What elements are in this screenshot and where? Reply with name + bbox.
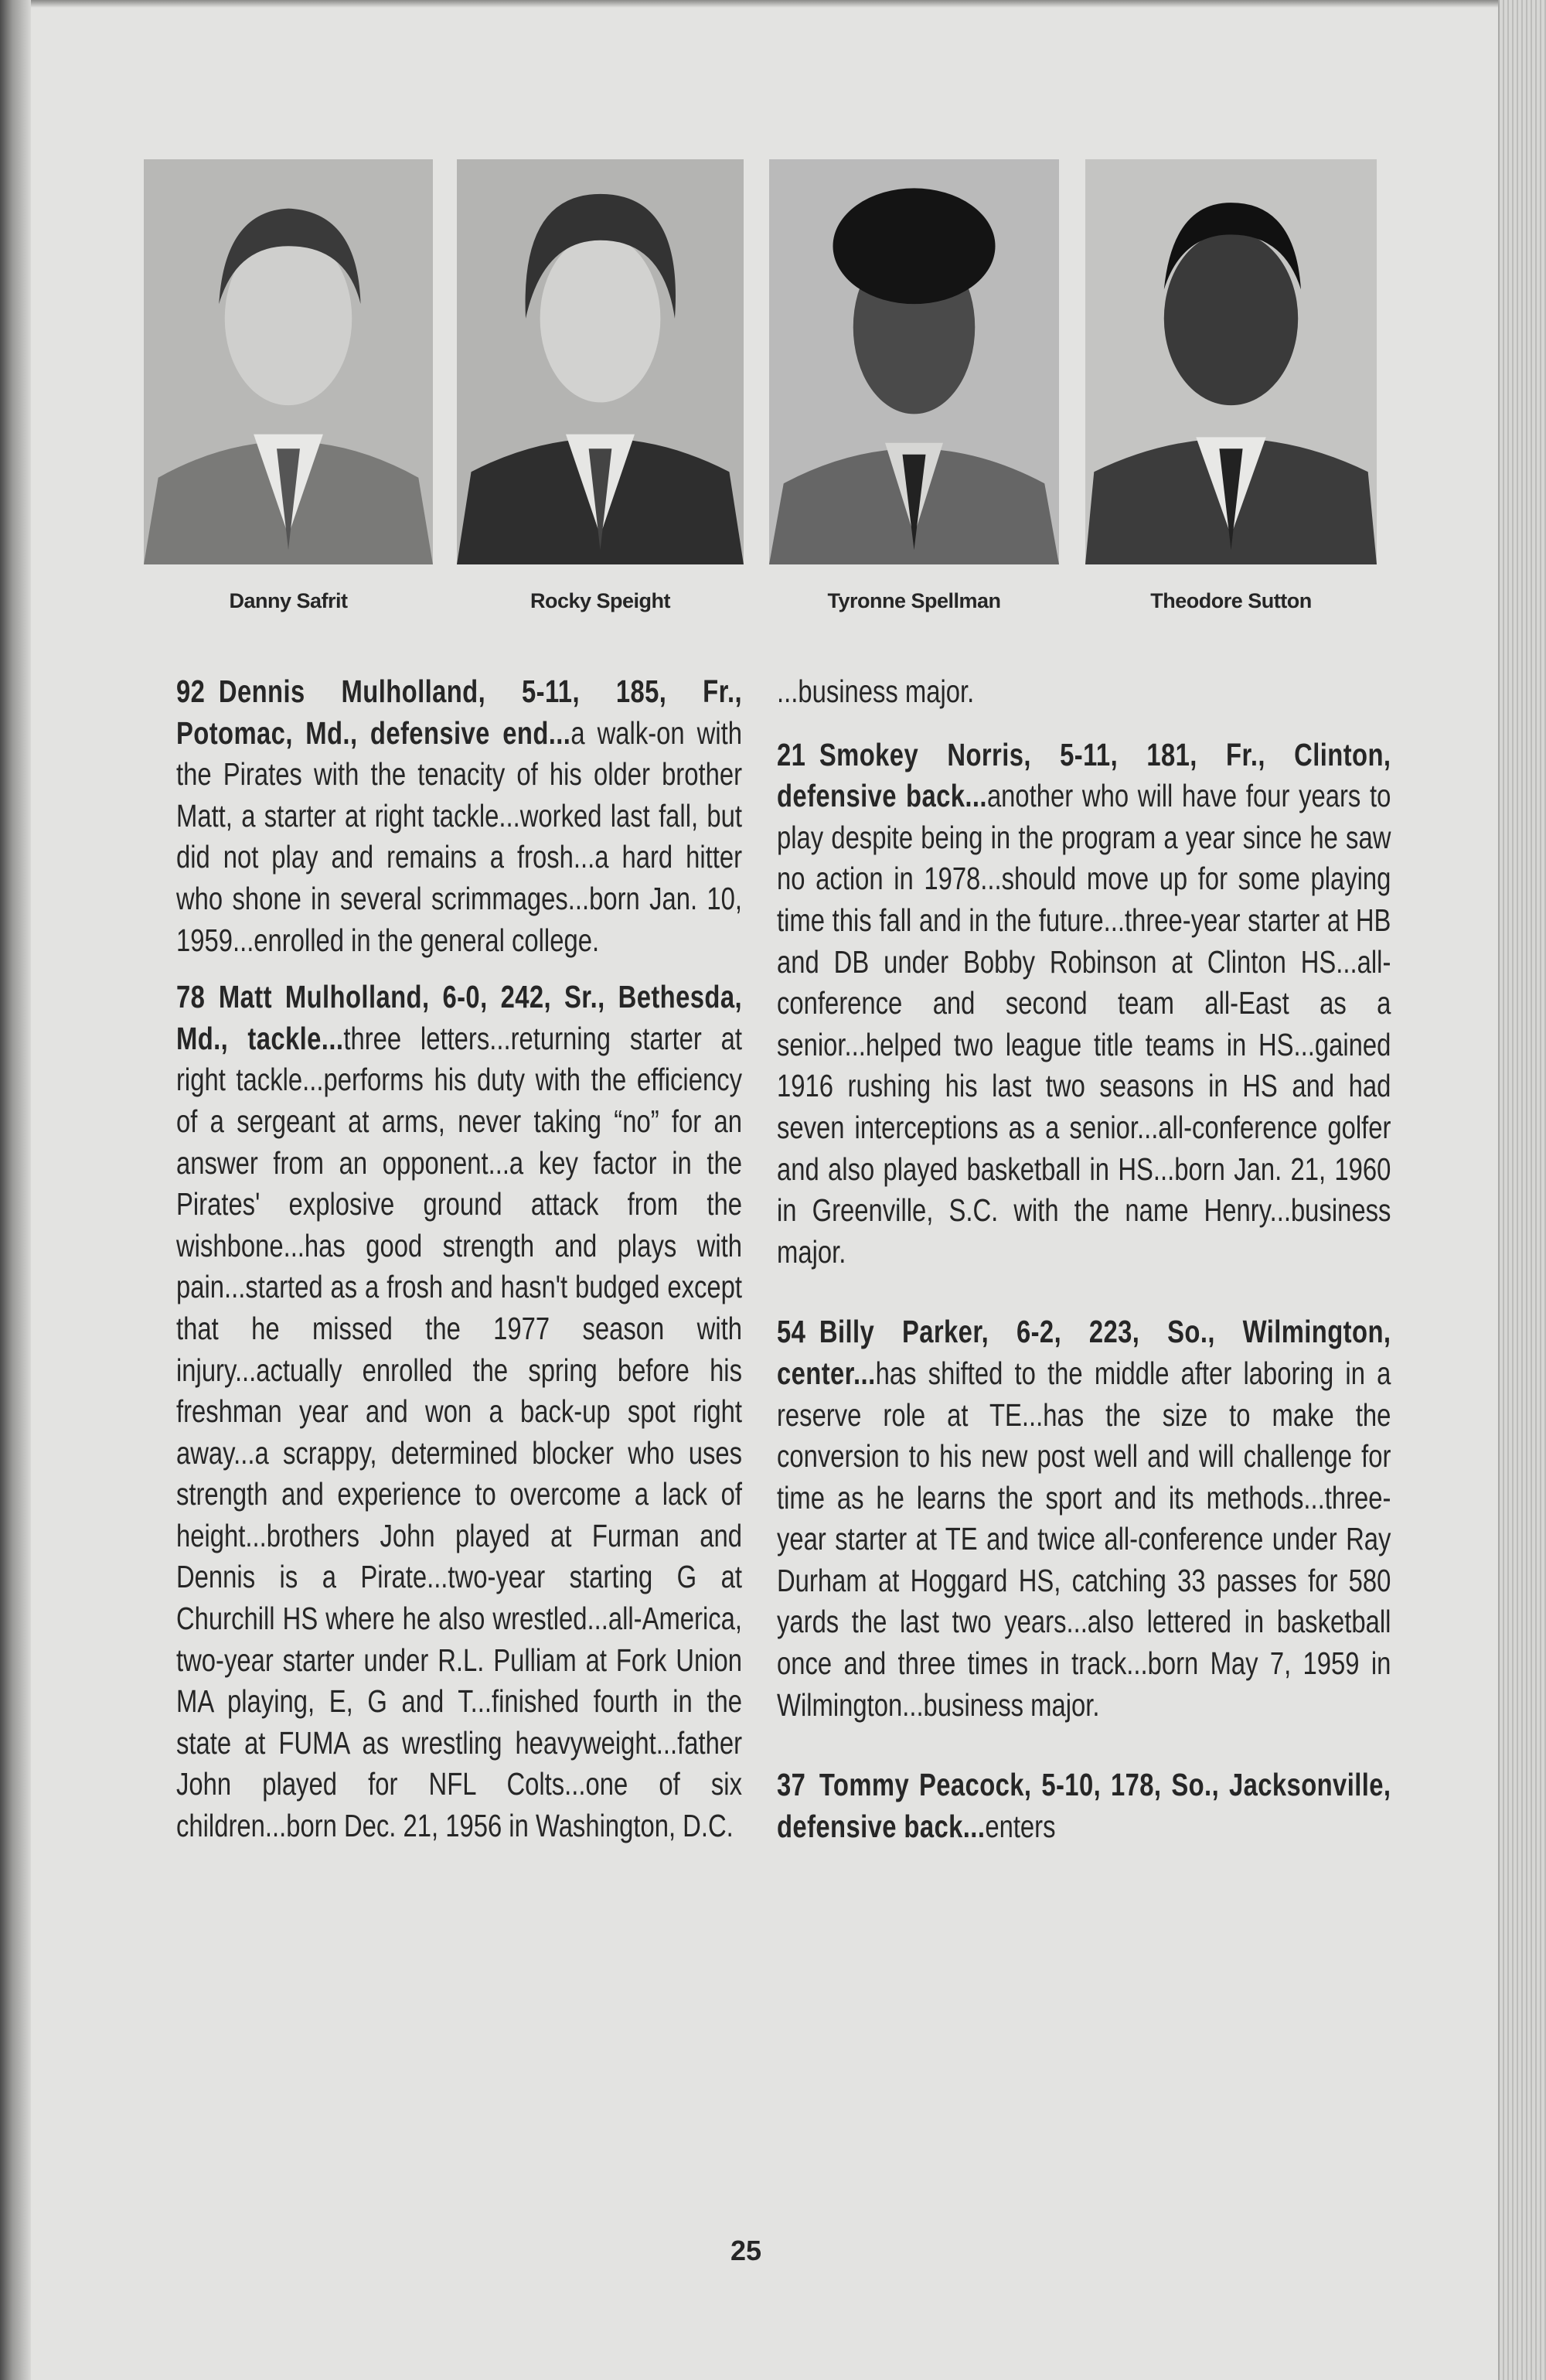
player-photo-1 bbox=[144, 159, 433, 564]
player-entry bbox=[777, 1311, 1391, 1726]
right-column bbox=[777, 671, 1391, 1863]
player-heading: Billy Parker, 6-2, 223, So., Wilmington, center... bbox=[777, 1314, 1391, 1391]
jersey-number: 37 bbox=[777, 1767, 806, 1803]
jersey-number: 78 bbox=[176, 979, 206, 1015]
player-bio: has shifted to the middle after laboring in a reserve role at TE...has the size to make the conversion to his new post well and will challenge for time as he learns the sport and its methods...three-year starter at TE and twice all-conference under Ray Durham at Hoggard HS, catching 33 passes for 580 yards the last two years...also lettered in basketball once and three times in track...born May 7, 1959 in Wilmington...business major. bbox=[777, 1355, 1391, 1723]
player-entry bbox=[777, 1765, 1391, 1847]
player-photo-4 bbox=[1085, 159, 1377, 564]
player-entry bbox=[176, 671, 742, 961]
photo-caption: Danny Safrit bbox=[229, 589, 348, 612]
photo-caption: Theodore Sutton bbox=[1150, 589, 1312, 612]
continued-text: ...business major. bbox=[777, 673, 975, 709]
player-bio: three letters...returning starter at right tackle...performs his duty with the efficiency of a sergeant at arms, never taking “no” for an answer from an opponent...a key factor in the Pirates' explosive ground attack from the wishbone...has good strength and plays with pain...started as a frosh and hasn't budged except that he missed the 1977 season with injury...actually enrolled the spring before his freshman year and won a back-up spot right away...a scrappy, determined blocker who uses strength and experience to overcome a lack of height...brothers John played at Furman and Dennis is a Pirate...two-year starting G at Churchill HS where he also wrestled...all-America, two-year starter under R.L. Pulliam at Fork Union MA playing, E, G and T...finished fourth in the state at FUMA as wrestling heavyweight...father John played for NFL Colts...one of six children...born Dec. 21, 1956 in Washington, D.C. bbox=[176, 1020, 743, 1844]
player-photo-2 bbox=[457, 159, 744, 564]
player-heading: Matt Mulholland, 6-0, 242, Sr., Bethesda, Md., tackle... bbox=[176, 979, 742, 1056]
player-entry bbox=[777, 735, 1391, 1274]
page-edges bbox=[1498, 0, 1546, 2380]
jersey-number: 54 bbox=[777, 1314, 806, 1350]
jersey-number: 92 bbox=[176, 673, 206, 709]
binding-shadow bbox=[0, 0, 31, 2380]
player-bio: enters bbox=[985, 1808, 1056, 1844]
photo-caption: Rocky Speight bbox=[530, 589, 671, 612]
player-heading: Dennis Mulholland, 5-11, 185, Fr., Potomac, Md., defensive end... bbox=[176, 673, 742, 751]
page-top-shadow bbox=[0, 0, 1546, 8]
photo-caption: Tyronne Spellman bbox=[827, 589, 1001, 612]
player-heading: Tommy Peacock, 5-10, 178, So., Jacksonville, defensive back... bbox=[777, 1767, 1391, 1844]
player-photo-3 bbox=[769, 159, 1059, 564]
jersey-number: 21 bbox=[777, 736, 806, 772]
page-number: 25 bbox=[730, 2235, 762, 2266]
player-bio: a walk-on with the Pirates with the tenacity of his older brother Matt, a starter at right tackle...worked last fall, but did not play and remains a frosh...a hard hitter who shone in several scrimmages...born Jan. 10, 1959...enrolled in the general college. bbox=[176, 714, 742, 958]
left-column bbox=[176, 671, 742, 1863]
player-heading: Smokey Norris, 5-11, 181, Fr., Clinton, defensive back... bbox=[777, 736, 1391, 814]
player-entry bbox=[176, 977, 742, 1846]
player-bio: another who will have four years to play despite being in the program a year since he saw no action in 1978...should move up for some playing time this fall and in the future...three-year starter at HB and DB under Bobby Robinson at Clinton HS...all-conference and second team all-East as a senior...helped two league title teams in HS...gained 1916 rushing his last two seasons in HS and had seven interceptions as a senior...all-conference golfer and also played basketball in HS...born Jan. 21, 1960 in Greenville, S.C. with the name Henry...business major. bbox=[777, 778, 1391, 1270]
